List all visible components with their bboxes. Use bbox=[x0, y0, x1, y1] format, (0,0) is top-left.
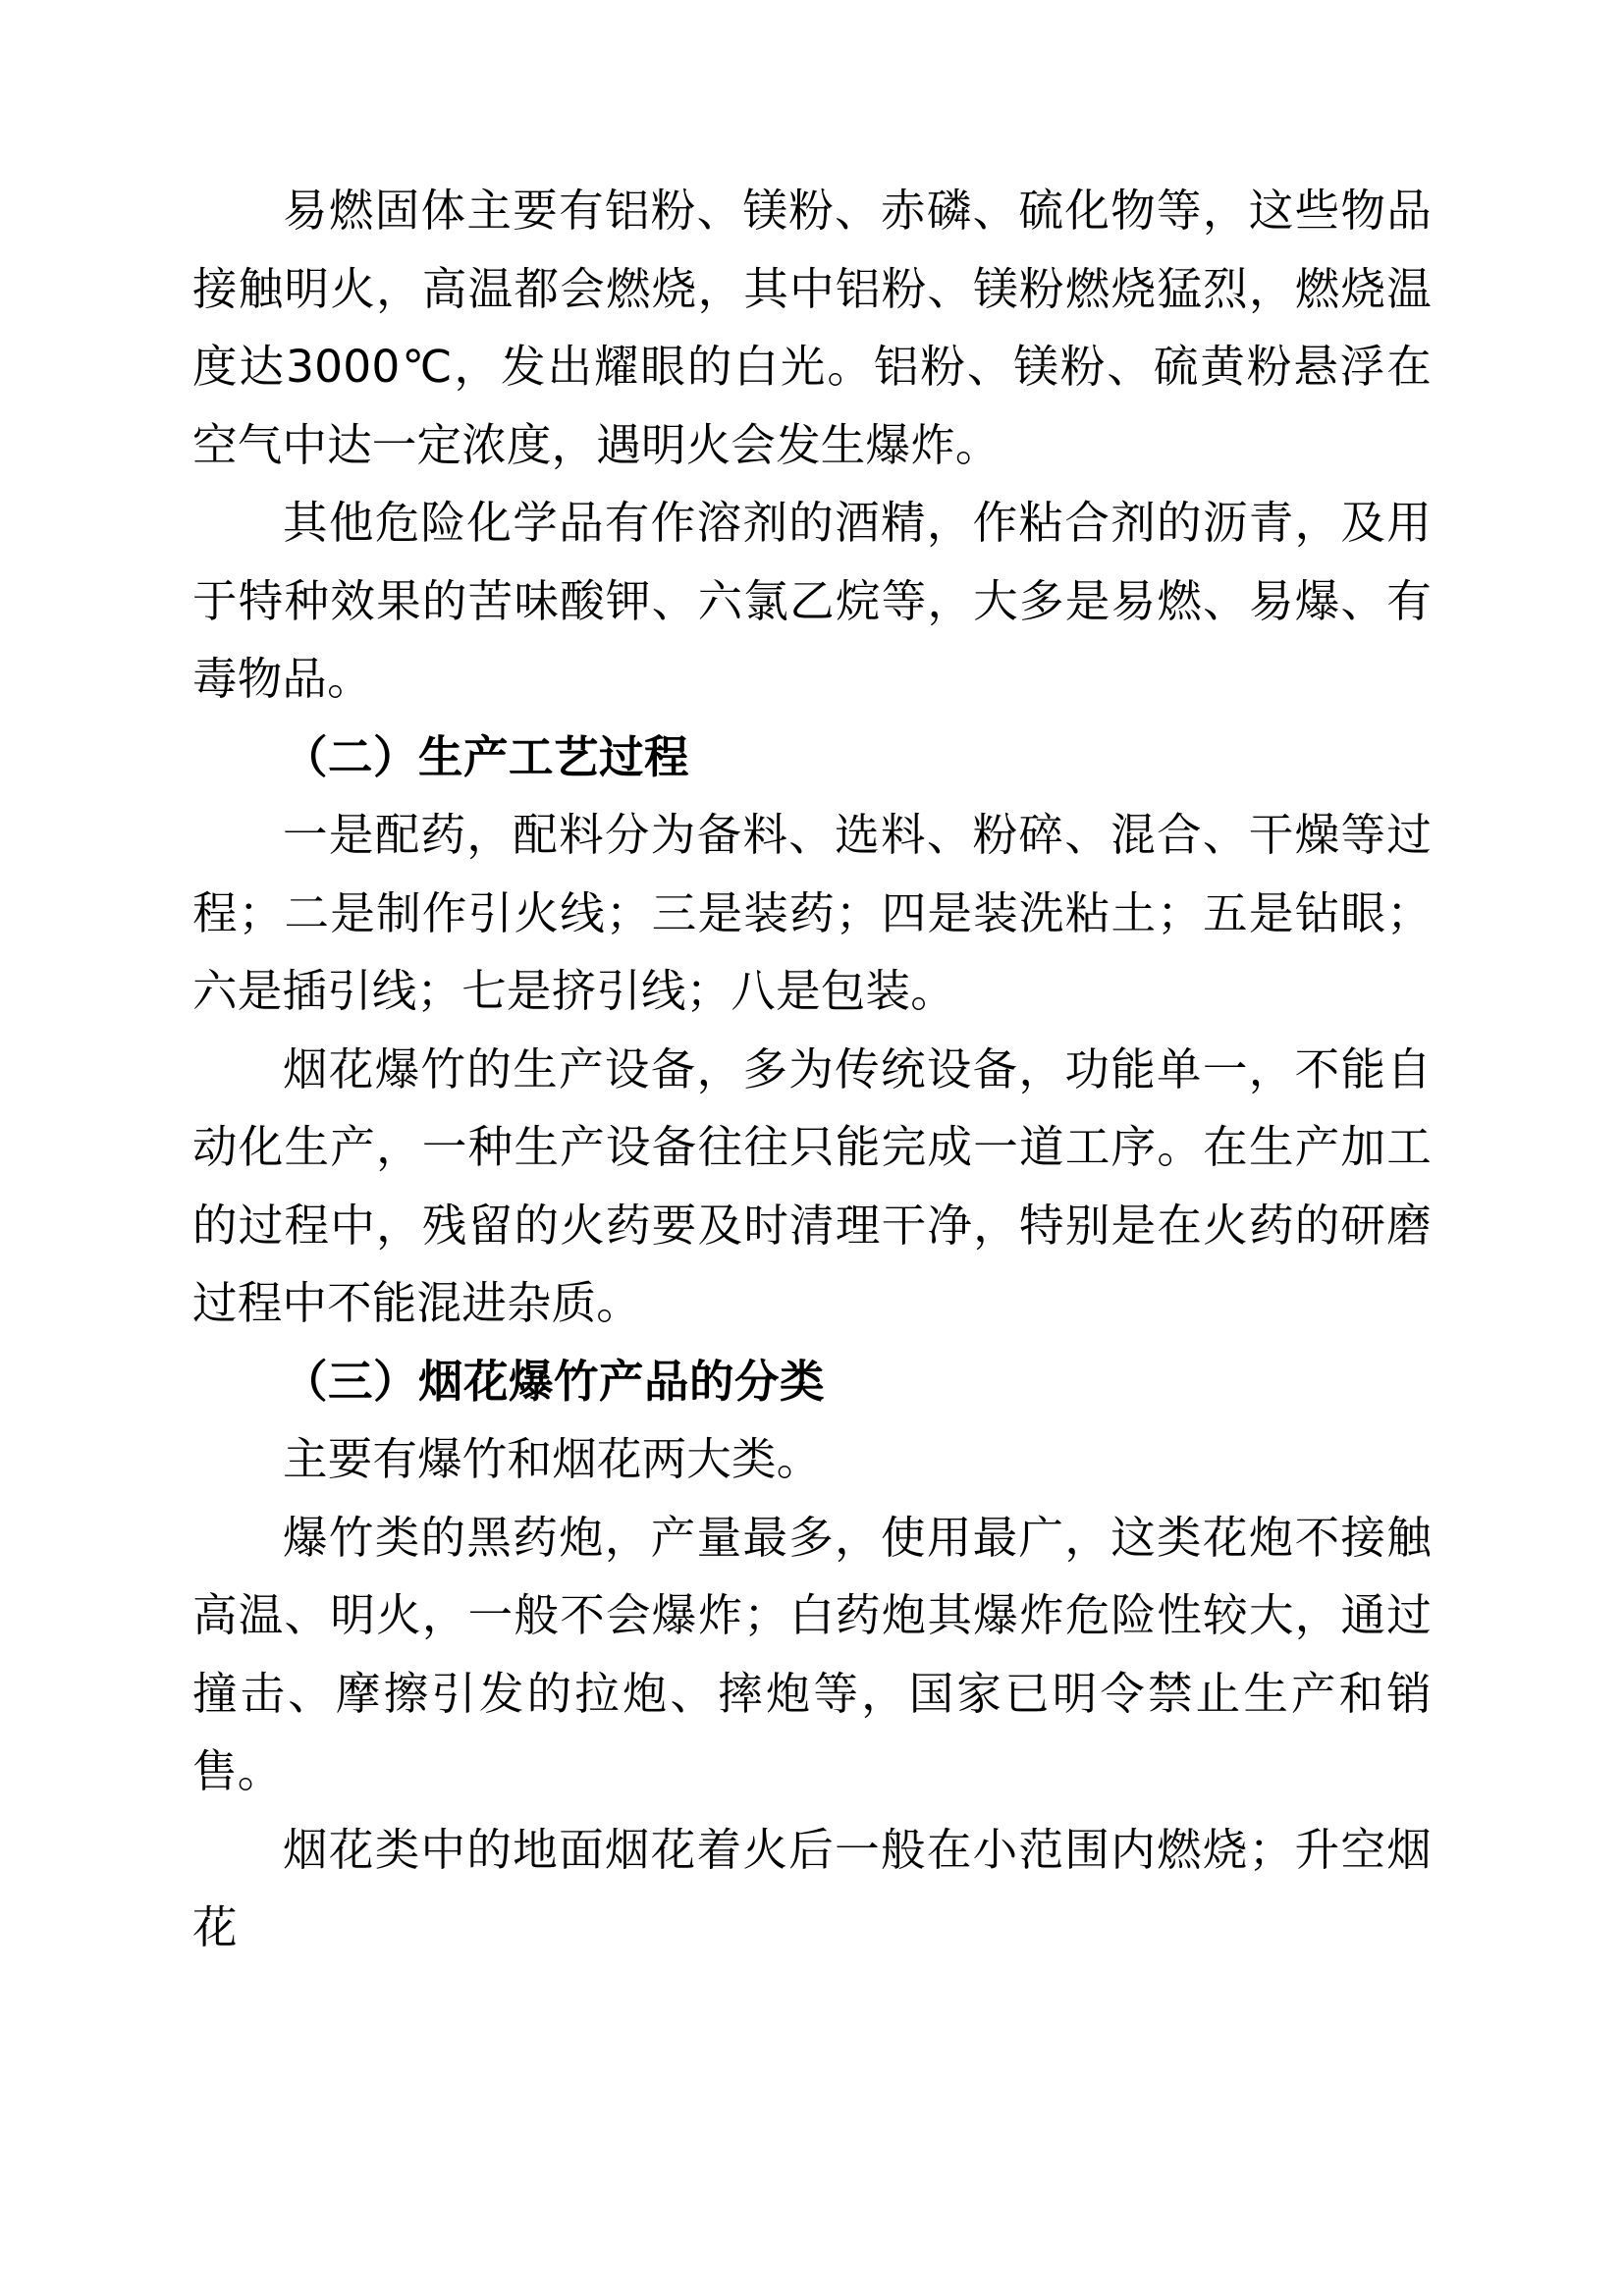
paragraph-two-categories: 主要有爆竹和烟花两大类。 bbox=[283, 1433, 822, 1485]
heading-production-process: （二）生产工艺过程 bbox=[283, 730, 690, 783]
paragraph-firecracker-types: 爆竹类的黑药炮，产量最多，使用最广，这类花炮不接触高温、明火，一般不会爆炸；白药炮其爆炸危险性较大，通过撞击、摩擦引发的拉炮、摔炮等，国家已明令禁止生产和销售。 bbox=[192, 1511, 1432, 1797]
heading-product-classification: （三）烟花爆竹产品的分类 bbox=[283, 1355, 826, 1408]
paragraph-fireworks-types: 烟花类中的地面烟花着火后一般在小范围内燃烧；升空烟花 bbox=[192, 1823, 1432, 1953]
document-body bbox=[192, 172, 1432, 1967]
paragraph-other-hazardous-chemicals: 其他危险化学品有作溶剂的酒精，作粘合剂的沥青，及用于特种效果的苦味酸钾、六氯乙烷等，大多是易燃、易爆、有毒物品。 bbox=[192, 497, 1432, 705]
paragraph-process-steps: 一是配药，配料分为备料、选料、粉碎、混合、干燥等过程；二是制作引火线；三是装药；四是装洗粘土；五是钻眼；六是插引线；七是挤引线；八是包装。 bbox=[192, 809, 1432, 1017]
paragraph-production-equipment: 烟花爆竹的生产设备，多为传统设备，功能单一，不能自动化生产，一种生产设备往往只能完成一道工序。在生产加工的过程中，残留的火药要及时清理干净，特别是在火药的研磨过程中不能混进杂质。 bbox=[192, 1042, 1432, 1329]
paragraph-flammable-solids: 易燃固体主要有铝粉、镁粉、赤磷、硫化物等，这些物品接触明火，高温都会燃烧，其中铝粉、镁粉燃烧猛烈，燃烧温度达3000℃，发出耀眼的白光。铝粉、镁粉、硫黄粉悬浮在空气中达一定浓度，遇明火会发生爆炸。 bbox=[192, 185, 1432, 471]
